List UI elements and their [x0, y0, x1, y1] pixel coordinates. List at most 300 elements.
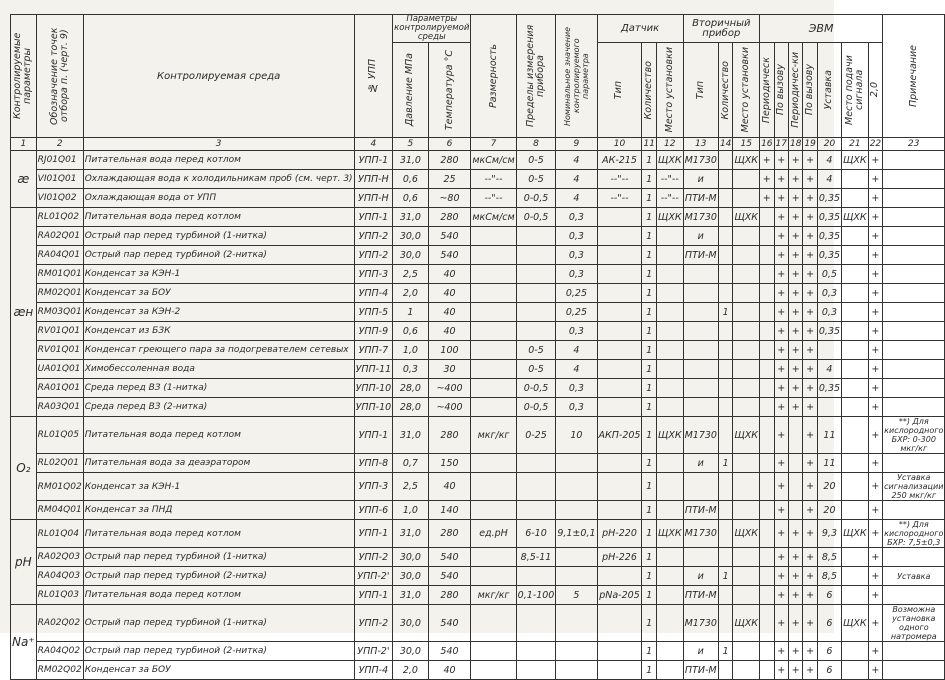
secondary-qty	[718, 501, 732, 520]
display-periodic-mark: +	[788, 379, 802, 398]
print-call-mark: +	[774, 642, 788, 661]
sensor-type	[597, 473, 642, 501]
nominal-value: 4	[556, 341, 597, 360]
secondary-qty	[718, 586, 732, 605]
temperature-value: 540	[428, 227, 471, 246]
sensor-place	[656, 246, 683, 265]
display-call-mark: +	[803, 520, 817, 548]
secondary-qty	[718, 341, 732, 360]
print-periodic-mark	[760, 642, 774, 661]
temperature-value: 540	[428, 642, 471, 661]
note-text	[883, 303, 945, 322]
print-call-mark: +	[774, 548, 788, 567]
sensor-place: ЩХК	[656, 417, 683, 454]
column-number: 6	[428, 138, 471, 151]
header-display-periodic: Периодичес-ки	[788, 43, 802, 138]
nominal-value: 0,3	[556, 208, 597, 227]
medium-text: Конденсат за КЭН-1	[83, 473, 354, 501]
sensor-qty: 1	[642, 170, 656, 189]
unit-value	[471, 567, 516, 586]
signal-place: ЩХК	[842, 605, 869, 642]
secondary-place	[733, 360, 760, 379]
secondary-place	[733, 454, 760, 473]
sample-code: RM03Q01	[36, 303, 83, 322]
table-row	[11, 208, 945, 227]
note-text	[883, 379, 945, 398]
display-call-mark: +	[803, 417, 817, 454]
secondary-place	[733, 227, 760, 246]
pressure-value: 1,0	[393, 501, 428, 520]
table-row	[11, 284, 945, 303]
sensor-place	[656, 454, 683, 473]
secondary-place: ЩХК	[733, 151, 760, 170]
secondary-place: ЩХК	[733, 605, 760, 642]
signal-place	[842, 473, 869, 501]
print-periodic-mark	[760, 473, 774, 501]
setpoint-value	[817, 398, 841, 417]
signal-place	[842, 548, 869, 567]
sample-code: RA02Q03	[36, 548, 83, 567]
table-row	[11, 642, 945, 661]
secondary-qty	[718, 398, 732, 417]
sensor-place	[656, 227, 683, 246]
column-number: 17	[775, 139, 787, 149]
display-periodic-mark: +	[788, 520, 802, 548]
col22-mark: +	[868, 341, 882, 360]
upp-number: УПП-4	[354, 284, 393, 303]
header-note: Примечание	[883, 15, 945, 138]
temperature-value: 140	[428, 501, 471, 520]
pressure-value: 31,0	[393, 586, 428, 605]
unit-value: --"--	[471, 170, 516, 189]
unit-value	[471, 227, 516, 246]
pressure-value: 2,0	[393, 661, 428, 680]
upp-number: УПП-2	[354, 227, 393, 246]
header-medium: Контролируемая среда	[83, 15, 354, 138]
unit-value	[471, 501, 516, 520]
setpoint-value: 0,3	[817, 303, 841, 322]
secondary-type: М1730	[683, 208, 718, 227]
setpoint-value: 0,35	[817, 322, 841, 341]
range-value	[516, 265, 556, 284]
table-row	[11, 586, 945, 605]
display-periodic-mark: +	[788, 265, 802, 284]
secondary-place	[733, 473, 760, 501]
display-call-mark: +	[803, 586, 817, 605]
sensor-type	[597, 360, 642, 379]
pressure-value: 31,0	[393, 417, 428, 454]
print-periodic-mark	[760, 501, 774, 520]
pressure-value: 0,7	[393, 454, 428, 473]
setpoint-value: 6	[817, 586, 841, 605]
secondary-type	[683, 341, 718, 360]
upp-number: УПП-4	[354, 661, 393, 680]
temperature-value: 540	[428, 567, 471, 586]
print-call-mark: +	[774, 661, 788, 680]
column-number: 13	[683, 138, 718, 151]
header-sensor-qty: Количество	[642, 43, 656, 138]
print-periodic-mark	[760, 520, 774, 548]
range-value: 6-10	[516, 520, 556, 548]
secondary-qty	[718, 151, 732, 170]
sensor-qty: 1	[642, 398, 656, 417]
note-text	[883, 642, 945, 661]
secondary-qty	[718, 548, 732, 567]
unit-value: мкг/кг	[471, 586, 516, 605]
sensor-qty: 1	[642, 379, 656, 398]
unit-value	[471, 642, 516, 661]
pressure-value: 0,3	[393, 360, 428, 379]
parameter-group-label: Na⁺	[11, 605, 37, 680]
secondary-type	[683, 265, 718, 284]
signal-place	[842, 284, 869, 303]
pressure-value: 0,6	[393, 322, 428, 341]
secondary-qty	[718, 520, 732, 548]
temperature-value: 30	[428, 360, 471, 379]
header-upp: № УПП	[354, 15, 393, 138]
temperature-value: 280	[428, 586, 471, 605]
header-secondary-qty: Количество	[718, 43, 732, 138]
note-text	[883, 341, 945, 360]
nominal-value: 0,25	[556, 303, 597, 322]
parameter-group-label: æ	[11, 151, 37, 208]
header-display-call: По вызову	[803, 43, 817, 138]
setpoint-value: 4	[817, 151, 841, 170]
unit-value: мкСм/см	[471, 208, 516, 227]
sample-code: RA03Q01	[36, 398, 83, 417]
display-call-mark: +	[803, 398, 817, 417]
signal-place	[842, 379, 869, 398]
medium-text: Острый пар перед турбиной (1-нитка)	[83, 227, 354, 246]
range-value	[516, 661, 556, 680]
nominal-value	[556, 661, 597, 680]
sample-code: RA04Q02	[36, 642, 83, 661]
upp-number: УПП-10	[354, 398, 393, 417]
unit-value	[471, 548, 516, 567]
col22-mark: +	[868, 303, 882, 322]
sample-code: RM02Q01	[36, 284, 83, 303]
print-call-mark: +	[774, 520, 788, 548]
display-periodic-mark	[788, 501, 802, 520]
secondary-qty	[718, 265, 732, 284]
sensor-place: --"--	[656, 170, 683, 189]
sample-code: RV01Q01	[36, 341, 83, 360]
note-text: Возможна установка одного натромера	[883, 605, 945, 642]
column-number: 9	[556, 138, 597, 151]
secondary-place	[733, 322, 760, 341]
column-number: 10	[597, 138, 642, 151]
setpoint-value: 6	[817, 605, 841, 642]
print-periodic-mark	[760, 454, 774, 473]
sample-code: RL01Q05	[36, 417, 83, 454]
medium-text: Питательная вода за деаэратором	[83, 454, 354, 473]
header-sensor-group: Датчик	[597, 15, 683, 43]
range-value	[516, 303, 556, 322]
sensor-type	[597, 246, 642, 265]
sample-code: RM04Q01	[36, 501, 83, 520]
sample-code: RM01Q02	[36, 473, 83, 501]
parameter-group-label: æн	[11, 208, 37, 417]
signal-place	[842, 642, 869, 661]
signal-place	[842, 567, 869, 586]
secondary-qty	[718, 246, 732, 265]
secondary-qty: 1	[718, 454, 732, 473]
table-row	[11, 360, 945, 379]
sensor-place	[656, 661, 683, 680]
range-value	[516, 322, 556, 341]
note-text	[883, 151, 945, 170]
medium-text: Конденсат за ПНД	[83, 501, 354, 520]
sample-code: RL01Q02	[36, 208, 83, 227]
header-setpoint: Уставка	[817, 43, 841, 138]
unit-value	[471, 454, 516, 473]
medium-text: Острый пар перед турбиной (1-нитка)	[83, 605, 354, 642]
sensor-type	[597, 379, 642, 398]
print-periodic-mark	[760, 246, 774, 265]
column-number: 7	[471, 138, 516, 151]
table-row	[11, 341, 945, 360]
print-call-mark: +	[774, 473, 788, 501]
note-text	[883, 454, 945, 473]
print-call-mark: +	[774, 360, 788, 379]
print-periodic-mark	[760, 208, 774, 227]
sample-code: UA01Q01	[36, 360, 83, 379]
print-call-mark: +	[774, 605, 788, 642]
medium-text: Конденсат за КЭН-1	[83, 265, 354, 284]
nominal-value: 5	[556, 586, 597, 605]
note-text	[883, 170, 945, 189]
medium-text: Конденсат за БОУ	[83, 661, 354, 680]
secondary-qty	[718, 417, 732, 454]
temperature-value: 40	[428, 303, 471, 322]
secondary-qty: 1	[718, 567, 732, 586]
column-number: 23	[883, 138, 945, 151]
sensor-type	[597, 605, 642, 642]
temperature-value: ~80	[428, 189, 471, 208]
display-call-mark: +	[803, 303, 817, 322]
sensor-place	[656, 398, 683, 417]
display-periodic-mark	[788, 473, 802, 501]
medium-text: Химобессоленная вода	[83, 360, 354, 379]
display-periodic-mark: +	[788, 189, 802, 208]
sensor-type	[597, 227, 642, 246]
unit-value	[471, 265, 516, 284]
signal-place	[842, 417, 869, 454]
setpoint-value: 4	[817, 360, 841, 379]
table-row	[11, 605, 945, 642]
secondary-type: М1730	[683, 520, 718, 548]
range-value: 0-5	[516, 170, 556, 189]
pressure-value: 30,0	[393, 246, 428, 265]
sensor-type	[597, 454, 642, 473]
sensor-type: АКП-205	[597, 417, 642, 454]
print-periodic-mark	[760, 227, 774, 246]
setpoint-value: 0,35	[817, 379, 841, 398]
print-periodic-mark	[760, 303, 774, 322]
header-sensor-place: Место установки	[656, 43, 683, 138]
signal-place	[842, 341, 869, 360]
signal-place: ЩХК	[842, 520, 869, 548]
sensor-qty: 1	[642, 501, 656, 520]
signal-place	[842, 360, 869, 379]
sensor-place	[656, 284, 683, 303]
display-periodic-mark: +	[788, 246, 802, 265]
display-periodic-mark: +	[788, 548, 802, 567]
unit-value: ед.рН	[471, 520, 516, 548]
display-periodic-mark	[788, 417, 802, 454]
unit-value: --"--	[471, 189, 516, 208]
medium-text: Среда перед ВЗ (2-нитка)	[83, 398, 354, 417]
header-pressure: Давление МПа	[393, 43, 428, 138]
pressure-value: 30,0	[393, 548, 428, 567]
secondary-type: М1730	[683, 605, 718, 642]
unit-value	[471, 379, 516, 398]
range-value	[516, 246, 556, 265]
temperature-value: 540	[428, 246, 471, 265]
display-call-mark: +	[803, 265, 817, 284]
secondary-place	[733, 398, 760, 417]
upp-number: УПП-Н	[354, 189, 393, 208]
temperature-value: 280	[428, 520, 471, 548]
upp-number: УПП-1	[354, 586, 393, 605]
setpoint-value: 20	[817, 473, 841, 501]
display-call-mark: +	[803, 284, 817, 303]
secondary-type: и	[683, 454, 718, 473]
header-secondary-place: Место установки	[733, 43, 760, 138]
nominal-value: 0,3	[556, 398, 597, 417]
secondary-place	[733, 586, 760, 605]
print-call-mark: +	[774, 586, 788, 605]
sensor-qty: 1	[642, 227, 656, 246]
sample-code: RV01Q01	[36, 322, 83, 341]
nominal-value: 0,3	[556, 379, 597, 398]
sensor-qty: 1	[642, 417, 656, 454]
print-periodic-mark	[760, 379, 774, 398]
table-row	[11, 501, 945, 520]
column-number: 15	[733, 138, 760, 151]
header-temperature: Температура °С	[428, 43, 471, 138]
table-row	[11, 265, 945, 284]
upp-number: УПП-3	[354, 473, 393, 501]
setpoint-value: 0,35	[817, 246, 841, 265]
setpoint-value: 0,35	[817, 227, 841, 246]
header-secondary-type: Тип	[683, 43, 718, 138]
temperature-value: 100	[428, 341, 471, 360]
pressure-value: 28,0	[393, 398, 428, 417]
sensor-qty: 1	[642, 246, 656, 265]
col22-mark: +	[868, 586, 882, 605]
col22-mark: +	[868, 208, 882, 227]
signal-place	[842, 265, 869, 284]
medium-text: Конденсат за БОУ	[83, 284, 354, 303]
medium-text: Питательная вода перед котлом	[83, 586, 354, 605]
nominal-value: 4	[556, 189, 597, 208]
unit-value	[471, 322, 516, 341]
nominal-value	[556, 501, 597, 520]
unit-value	[471, 303, 516, 322]
range-value	[516, 454, 556, 473]
table-row	[11, 170, 945, 189]
header-print-periodic: Периодическ	[760, 43, 774, 138]
temperature-value: 540	[428, 605, 471, 642]
unit-value	[471, 661, 516, 680]
secondary-qty: 1	[718, 303, 732, 322]
sensor-type	[597, 303, 642, 322]
signal-place: ЩХК	[842, 208, 869, 227]
column-number: 18	[789, 139, 802, 149]
pressure-value: 31,0	[393, 520, 428, 548]
setpoint-value: 8,5	[817, 567, 841, 586]
sensor-place	[656, 642, 683, 661]
sensor-place	[656, 303, 683, 322]
display-call-mark: +	[803, 360, 817, 379]
print-call-mark: +	[774, 265, 788, 284]
nominal-value: 0,3	[556, 322, 597, 341]
display-call-mark: +	[803, 208, 817, 227]
sensor-qty: 1	[642, 265, 656, 284]
sensor-place	[656, 567, 683, 586]
setpoint-value: 20	[817, 501, 841, 520]
print-periodic-mark	[760, 548, 774, 567]
secondary-qty	[718, 661, 732, 680]
sensor-type: рН-226	[597, 548, 642, 567]
range-value: 8,5-11	[516, 548, 556, 567]
header-secondary-group: Вторичный прибор	[683, 15, 759, 43]
print-call-mark: +	[774, 246, 788, 265]
pressure-value: 31,0	[393, 208, 428, 227]
print-call-mark: +	[774, 398, 788, 417]
sample-code: RM02Q02	[36, 661, 83, 680]
medium-text: Конденсат из БЗК	[83, 322, 354, 341]
display-periodic-mark: +	[788, 398, 802, 417]
range-value: 0-0,5	[516, 398, 556, 417]
signal-place	[842, 189, 869, 208]
col22-mark: +	[868, 246, 882, 265]
print-call-mark: +	[774, 341, 788, 360]
note-text	[883, 246, 945, 265]
sensor-place	[656, 265, 683, 284]
secondary-qty	[718, 473, 732, 501]
sensor-qty: 1	[642, 473, 656, 501]
header-col22: 2,0	[868, 43, 882, 138]
secondary-type: ПТИ-М	[683, 586, 718, 605]
secondary-qty	[718, 208, 732, 227]
print-call-mark: +	[774, 303, 788, 322]
col22-mark: +	[868, 567, 882, 586]
pressure-value: 30,0	[393, 227, 428, 246]
parameter-group-label: O₂	[11, 417, 37, 520]
header-params-group: Параметры контролируемой среды	[394, 14, 470, 42]
note-text: **) Для кислородного БХР: 7,5±0,3	[884, 520, 944, 547]
upp-number: УПП-2	[354, 246, 393, 265]
upp-number: УПП-3	[354, 265, 393, 284]
display-call-mark: +	[803, 567, 817, 586]
upp-number: УПП-6	[354, 501, 393, 520]
medium-text: Питательная вода перед котлом	[83, 208, 354, 227]
secondary-type	[683, 360, 718, 379]
print-call-mark: +	[774, 227, 788, 246]
setpoint-value: 0,35	[817, 189, 841, 208]
nominal-value	[556, 642, 597, 661]
upp-number: УПП-2'	[354, 642, 393, 661]
signal-place	[842, 322, 869, 341]
secondary-qty	[718, 227, 732, 246]
col22-mark: +	[868, 501, 882, 520]
nominal-value	[556, 567, 597, 586]
sensor-qty: 1	[642, 586, 656, 605]
secondary-qty	[718, 360, 732, 379]
sample-code: RM01Q01	[36, 265, 83, 284]
